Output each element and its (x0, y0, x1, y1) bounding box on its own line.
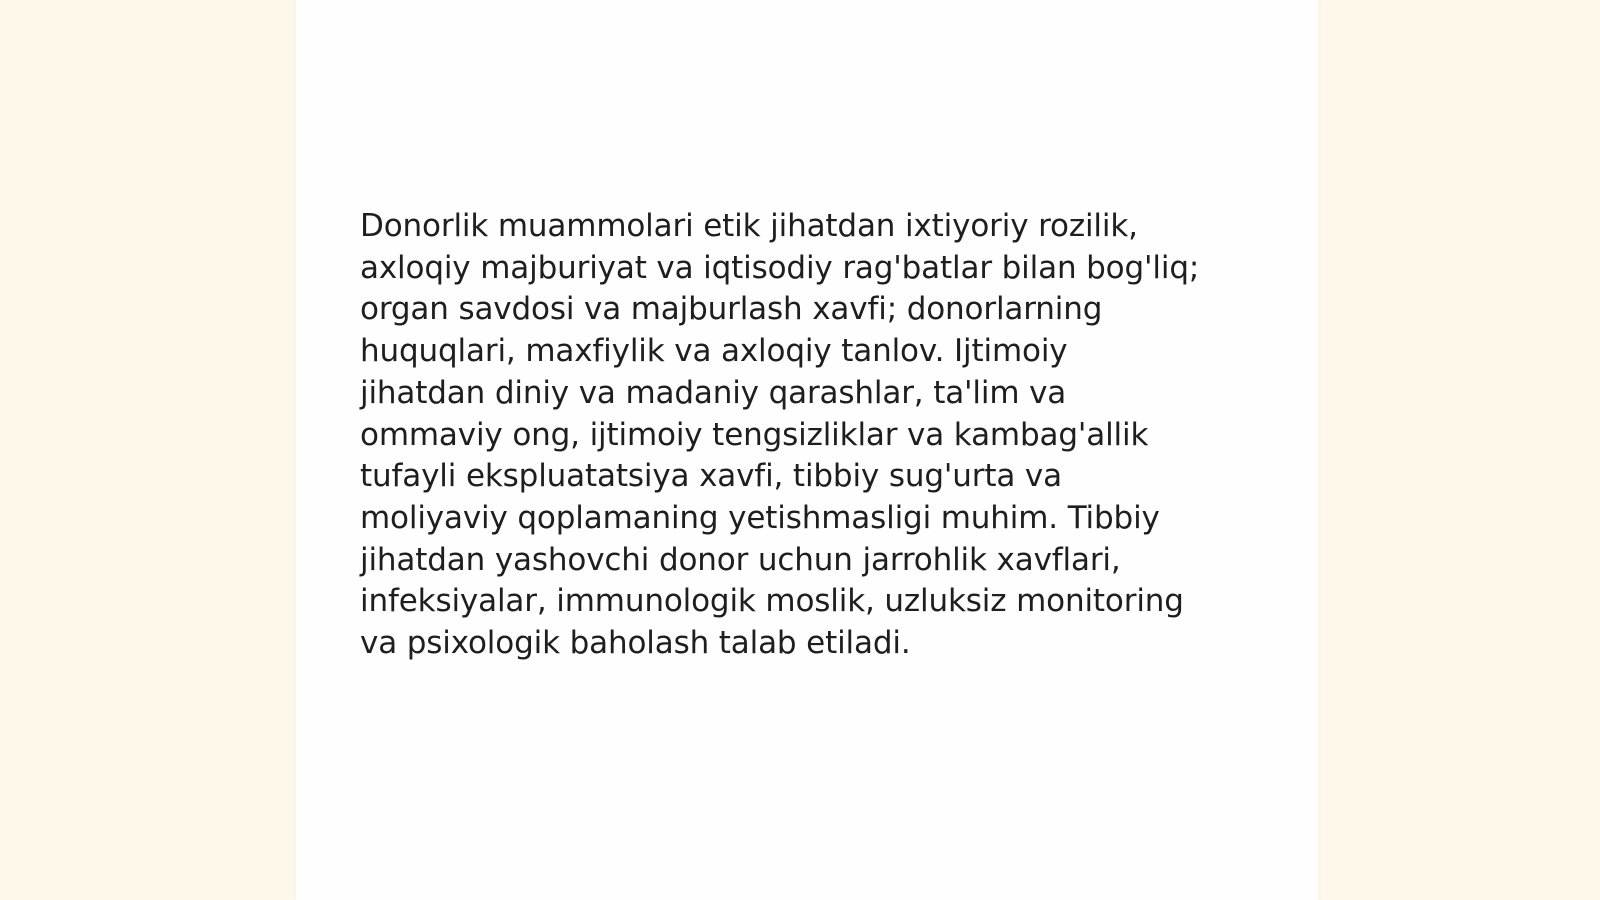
paragraph-line: Donorlik muammolari etik jihatdan ixtiyoriy rozilik, (360, 208, 1138, 244)
paragraph-line: jihatdan diniy va madaniy qarashlar, ta'lim va (360, 374, 1067, 411)
body-paragraph (360, 206, 1260, 665)
paragraph-line: ommaviy ong, ijtimoiy tengsizliklar va kambag'allik (360, 416, 1149, 453)
paragraph-line: axloqiy majburiyat va iqtisodiy rag'batlar bilan bog'liq; (360, 249, 1200, 286)
paragraph-line: va psixologik baholash talab etiladi. (360, 625, 911, 662)
document-page (296, 0, 1318, 900)
paragraph-line: moliyaviy qoplamaning yetishmasligi muhim. Tibbiy (360, 499, 1160, 536)
paragraph-line: organ savdosi va majburlash xavfi; donorlarning (360, 291, 1103, 328)
paragraph-line: infeksiyalar, immunologik moslik, uzluksiz monitoring (360, 583, 1184, 620)
paragraph-line: tufayli ekspluatatsiya xavfi, tibbiy sug'urta va (360, 458, 1062, 495)
paragraph-line: huquqlari, maxfiylik va axloqiy tanlov. Ijtimoiy (360, 333, 1068, 370)
paragraph-line: jihatdan yashovchi donor uchun jarrohlik xavflari, (360, 541, 1121, 578)
